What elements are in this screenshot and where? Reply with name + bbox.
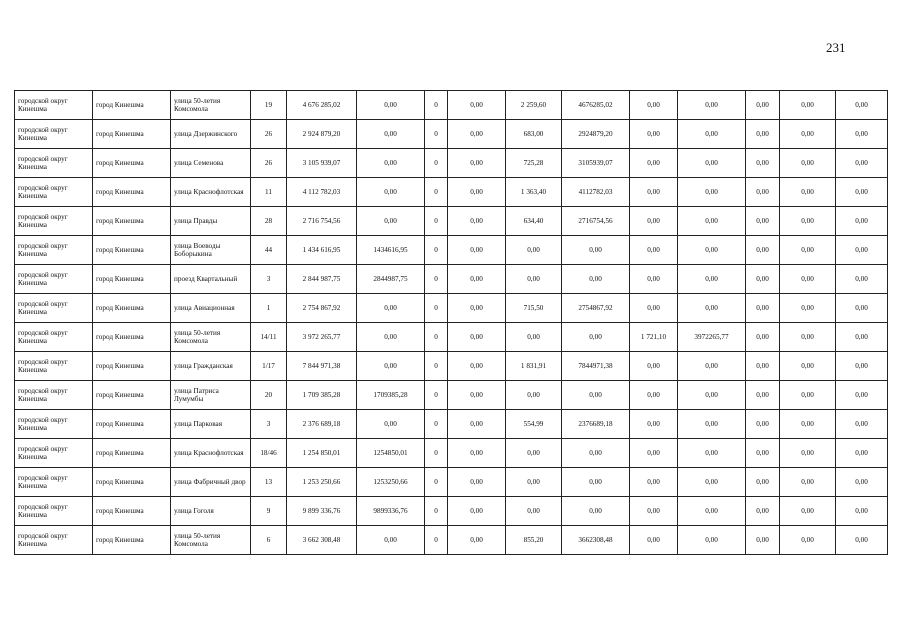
cost-cell: 0,00 xyxy=(780,236,836,265)
cost-cell: 1434616,95 xyxy=(357,236,425,265)
municipality-cell: городской округ Кинешма xyxy=(15,526,93,555)
cost-cell: 3662308,48 xyxy=(562,526,630,555)
cost-cell: 0,00 xyxy=(357,120,425,149)
cost-cell: 0,00 xyxy=(836,207,888,236)
cost-cell: 0,00 xyxy=(678,207,746,236)
cost-cell: 0,00 xyxy=(678,439,746,468)
municipality-cell: городской округ Кинешма xyxy=(15,120,93,149)
quantity-cell: 0 xyxy=(425,120,448,149)
table-body xyxy=(15,91,888,555)
area-cell: 855,20 xyxy=(506,526,562,555)
cost-cell: 0,00 xyxy=(780,381,836,410)
area-cell: 0,00 xyxy=(746,352,780,381)
area-cell: 0,00 xyxy=(506,236,562,265)
cost-cell: 0,00 xyxy=(836,294,888,323)
municipality-cell: городской округ Кинешма xyxy=(15,91,93,120)
cost-cell: 0,00 xyxy=(836,410,888,439)
cost-cell: 0,00 xyxy=(836,120,888,149)
cost-cell: 0,00 xyxy=(562,497,630,526)
cost-cell: 0,00 xyxy=(448,236,506,265)
area-cell: 0,00 xyxy=(630,91,678,120)
house-number-cell: 19 xyxy=(251,91,287,120)
total-cost-cell: 7 844 971,38 xyxy=(287,352,357,381)
municipality-cell: городской округ Кинешма xyxy=(15,497,93,526)
cost-cell: 0,00 xyxy=(448,178,506,207)
municipality-cell: городской округ Кинешма xyxy=(15,323,93,352)
cost-cell: 2924879,20 xyxy=(562,120,630,149)
cost-cell: 0,00 xyxy=(448,526,506,555)
quantity-cell: 0 xyxy=(425,91,448,120)
cost-cell: 0,00 xyxy=(357,410,425,439)
area-cell: 0,00 xyxy=(630,410,678,439)
street-cell: проезд Квартальный xyxy=(171,265,251,294)
area-cell: 0,00 xyxy=(746,526,780,555)
settlement-cell: город Кинешма xyxy=(93,178,171,207)
settlement-cell: город Кинешма xyxy=(93,265,171,294)
cost-cell: 0,00 xyxy=(836,178,888,207)
page-number: 231 xyxy=(826,40,846,55)
area-cell: 725,28 xyxy=(506,149,562,178)
street-cell: улица Семенова xyxy=(171,149,251,178)
street-cell: улица 50-летия Комсомола xyxy=(171,323,251,352)
area-cell: 0,00 xyxy=(746,120,780,149)
house-number-cell: 1/17 xyxy=(251,352,287,381)
table-row xyxy=(15,497,888,526)
cost-cell: 0,00 xyxy=(448,410,506,439)
cost-cell: 0,00 xyxy=(448,91,506,120)
cost-cell: 0,00 xyxy=(678,410,746,439)
cost-cell: 3105939,07 xyxy=(562,149,630,178)
cost-cell: 2754867,92 xyxy=(562,294,630,323)
cost-cell: 0,00 xyxy=(836,381,888,410)
quantity-cell: 0 xyxy=(425,497,448,526)
table-row xyxy=(15,323,888,352)
cost-cell: 0,00 xyxy=(678,468,746,497)
total-cost-cell: 1 254 850,01 xyxy=(287,439,357,468)
municipality-cell: городской округ Кинешма xyxy=(15,468,93,497)
cost-cell: 0,00 xyxy=(836,265,888,294)
cost-cell: 0,00 xyxy=(448,294,506,323)
quantity-cell: 0 xyxy=(425,410,448,439)
cost-cell: 1253250,66 xyxy=(357,468,425,497)
quantity-cell: 0 xyxy=(425,265,448,294)
cost-cell: 0,00 xyxy=(448,352,506,381)
total-cost-cell: 2 844 987,75 xyxy=(287,265,357,294)
cost-cell: 0,00 xyxy=(357,149,425,178)
cost-cell: 0,00 xyxy=(678,265,746,294)
settlement-cell: город Кинешма xyxy=(93,439,171,468)
quantity-cell: 0 xyxy=(425,294,448,323)
house-number-cell: 44 xyxy=(251,236,287,265)
cost-cell: 0,00 xyxy=(678,178,746,207)
street-cell: улица Авиационная xyxy=(171,294,251,323)
settlement-cell: город Кинешма xyxy=(93,207,171,236)
cost-cell: 0,00 xyxy=(780,178,836,207)
settlement-cell: город Кинешма xyxy=(93,497,171,526)
street-cell: улица Краснофлотская xyxy=(171,178,251,207)
total-cost-cell: 1 709 385,28 xyxy=(287,381,357,410)
cost-cell: 0,00 xyxy=(562,468,630,497)
quantity-cell: 0 xyxy=(425,323,448,352)
total-cost-cell: 2 924 879,20 xyxy=(287,120,357,149)
house-number-cell: 11 xyxy=(251,178,287,207)
settlement-cell: город Кинешма xyxy=(93,526,171,555)
quantity-cell: 0 xyxy=(425,381,448,410)
area-cell: 634,40 xyxy=(506,207,562,236)
cost-cell: 4676285,02 xyxy=(562,91,630,120)
house-number-cell: 3 xyxy=(251,410,287,439)
cost-cell: 0,00 xyxy=(780,120,836,149)
area-cell: 0,00 xyxy=(630,178,678,207)
cost-cell: 0,00 xyxy=(780,410,836,439)
area-cell: 1 363,40 xyxy=(506,178,562,207)
area-cell: 554,99 xyxy=(506,410,562,439)
settlement-cell: город Кинешма xyxy=(93,352,171,381)
house-number-cell: 20 xyxy=(251,381,287,410)
municipality-cell: городской округ Кинешма xyxy=(15,352,93,381)
street-cell: улица Правды xyxy=(171,207,251,236)
cost-cell: 0,00 xyxy=(448,207,506,236)
settlement-cell: город Кинешма xyxy=(93,91,171,120)
municipality-cell: городской округ Кинешма xyxy=(15,207,93,236)
area-cell: 0,00 xyxy=(746,265,780,294)
municipality-cell: городской округ Кинешма xyxy=(15,294,93,323)
table-row xyxy=(15,352,888,381)
area-cell: 0,00 xyxy=(746,294,780,323)
cost-cell: 0,00 xyxy=(448,439,506,468)
area-cell: 0,00 xyxy=(630,497,678,526)
table-row xyxy=(15,410,888,439)
cost-cell: 0,00 xyxy=(678,381,746,410)
cost-cell: 0,00 xyxy=(678,91,746,120)
cost-cell: 0,00 xyxy=(836,468,888,497)
cost-cell: 0,00 xyxy=(357,294,425,323)
cost-cell: 0,00 xyxy=(780,497,836,526)
area-cell: 1 831,91 xyxy=(506,352,562,381)
cost-cell: 0,00 xyxy=(562,265,630,294)
area-cell: 0,00 xyxy=(746,149,780,178)
area-cell: 0,00 xyxy=(630,526,678,555)
table-row xyxy=(15,294,888,323)
area-cell: 0,00 xyxy=(746,207,780,236)
area-cell: 0,00 xyxy=(630,265,678,294)
total-cost-cell: 2 716 754,56 xyxy=(287,207,357,236)
house-number-cell: 1 xyxy=(251,294,287,323)
area-cell: 2 259,60 xyxy=(506,91,562,120)
cost-cell: 0,00 xyxy=(836,526,888,555)
cost-cell: 0,00 xyxy=(678,236,746,265)
cost-cell: 0,00 xyxy=(678,149,746,178)
area-cell: 0,00 xyxy=(746,439,780,468)
cost-cell: 0,00 xyxy=(448,468,506,497)
cost-cell: 0,00 xyxy=(780,439,836,468)
quantity-cell: 0 xyxy=(425,207,448,236)
cost-cell: 0,00 xyxy=(836,236,888,265)
cost-cell: 0,00 xyxy=(780,526,836,555)
area-cell: 0,00 xyxy=(506,381,562,410)
table-row xyxy=(15,526,888,555)
cost-cell: 0,00 xyxy=(357,207,425,236)
total-cost-cell: 2 376 689,18 xyxy=(287,410,357,439)
total-cost-cell: 1 253 250,66 xyxy=(287,468,357,497)
cost-cell: 0,00 xyxy=(780,207,836,236)
cost-cell: 0,00 xyxy=(448,381,506,410)
quantity-cell: 0 xyxy=(425,468,448,497)
area-cell: 0,00 xyxy=(630,381,678,410)
quantity-cell: 0 xyxy=(425,149,448,178)
area-cell: 0,00 xyxy=(746,468,780,497)
cost-cell: 0,00 xyxy=(357,352,425,381)
total-cost-cell: 4 112 782,03 xyxy=(287,178,357,207)
cost-cell: 4112782,03 xyxy=(562,178,630,207)
street-cell: улица Гоголя xyxy=(171,497,251,526)
cost-cell: 0,00 xyxy=(448,323,506,352)
municipality-cell: городской округ Кинешма xyxy=(15,265,93,294)
cost-cell: 0,00 xyxy=(448,120,506,149)
area-cell: 0,00 xyxy=(506,439,562,468)
cost-cell: 0,00 xyxy=(357,323,425,352)
area-cell: 0,00 xyxy=(630,468,678,497)
cost-cell: 0,00 xyxy=(678,526,746,555)
cost-cell: 0,00 xyxy=(562,439,630,468)
street-cell: улица Гражданская xyxy=(171,352,251,381)
area-cell: 0,00 xyxy=(506,323,562,352)
area-cell: 0,00 xyxy=(746,410,780,439)
quantity-cell: 0 xyxy=(425,439,448,468)
area-cell: 0,00 xyxy=(506,265,562,294)
cost-cell: 0,00 xyxy=(678,294,746,323)
settlement-cell: город Кинешма xyxy=(93,381,171,410)
table-row xyxy=(15,265,888,294)
cost-cell: 0,00 xyxy=(836,91,888,120)
total-cost-cell: 3 105 939,07 xyxy=(287,149,357,178)
cost-cell: 0,00 xyxy=(780,323,836,352)
cost-cell: 3972265,77 xyxy=(678,323,746,352)
cost-cell: 0,00 xyxy=(780,294,836,323)
total-cost-cell: 3 662 308,48 xyxy=(287,526,357,555)
total-cost-cell: 1 434 616,95 xyxy=(287,236,357,265)
settlement-cell: город Кинешма xyxy=(93,294,171,323)
cost-cell: 0,00 xyxy=(836,352,888,381)
cost-cell: 1709385,28 xyxy=(357,381,425,410)
area-cell: 0,00 xyxy=(630,294,678,323)
cost-cell: 0,00 xyxy=(780,265,836,294)
cost-cell: 0,00 xyxy=(357,526,425,555)
area-cell: 0,00 xyxy=(630,120,678,149)
house-number-cell: 18/46 xyxy=(251,439,287,468)
total-cost-cell: 9 899 336,76 xyxy=(287,497,357,526)
table-row xyxy=(15,120,888,149)
municipality-cell: городской округ Кинешма xyxy=(15,149,93,178)
cost-cell: 2716754,56 xyxy=(562,207,630,236)
cost-cell: 0,00 xyxy=(562,236,630,265)
cost-cell: 2376689,18 xyxy=(562,410,630,439)
house-number-cell: 3 xyxy=(251,265,287,294)
quantity-cell: 0 xyxy=(425,236,448,265)
cost-cell: 0,00 xyxy=(678,352,746,381)
cost-cell: 0,00 xyxy=(562,323,630,352)
settlement-cell: город Кинешма xyxy=(93,410,171,439)
area-cell: 0,00 xyxy=(630,149,678,178)
area-cell: 1 721,10 xyxy=(630,323,678,352)
house-number-cell: 28 xyxy=(251,207,287,236)
table-row xyxy=(15,91,888,120)
house-number-cell: 9 xyxy=(251,497,287,526)
street-cell: улица Парковая xyxy=(171,410,251,439)
quantity-cell: 0 xyxy=(425,178,448,207)
municipality-cell: городской округ Кинешма xyxy=(15,178,93,207)
cost-cell: 0,00 xyxy=(836,497,888,526)
street-cell: улица Краснофлотская xyxy=(171,439,251,468)
total-cost-cell: 3 972 265,77 xyxy=(287,323,357,352)
settlement-cell: город Кинешма xyxy=(93,149,171,178)
cost-cell: 0,00 xyxy=(780,149,836,178)
cost-cell: 0,00 xyxy=(780,468,836,497)
area-cell: 0,00 xyxy=(630,207,678,236)
house-number-cell: 26 xyxy=(251,120,287,149)
cost-cell: 0,00 xyxy=(357,91,425,120)
area-cell: 0,00 xyxy=(630,236,678,265)
total-cost-cell: 4 676 285,02 xyxy=(287,91,357,120)
table-row xyxy=(15,207,888,236)
street-cell: улица Патриса Лумумбы xyxy=(171,381,251,410)
cost-cell: 0,00 xyxy=(448,149,506,178)
table-row xyxy=(15,149,888,178)
house-number-cell: 26 xyxy=(251,149,287,178)
table-row xyxy=(15,178,888,207)
area-cell: 0,00 xyxy=(506,468,562,497)
cost-cell: 0,00 xyxy=(836,149,888,178)
municipality-cell: городской округ Кинешма xyxy=(15,410,93,439)
area-cell: 0,00 xyxy=(746,497,780,526)
area-cell: 0,00 xyxy=(746,178,780,207)
area-cell: 0,00 xyxy=(746,91,780,120)
cost-cell: 0,00 xyxy=(780,352,836,381)
municipality-cell: городской округ Кинешма xyxy=(15,236,93,265)
municipality-cell: городской округ Кинешма xyxy=(15,381,93,410)
house-number-cell: 6 xyxy=(251,526,287,555)
street-cell: улица Воеводы Боборыкина xyxy=(171,236,251,265)
table-row xyxy=(15,236,888,265)
quantity-cell: 0 xyxy=(425,352,448,381)
area-cell: 0,00 xyxy=(506,497,562,526)
capital-repair-table xyxy=(14,90,888,555)
settlement-cell: город Кинешма xyxy=(93,323,171,352)
total-cost-cell: 2 754 867,92 xyxy=(287,294,357,323)
area-cell: 683,00 xyxy=(506,120,562,149)
table-row xyxy=(15,468,888,497)
area-cell: 0,00 xyxy=(746,381,780,410)
cost-cell: 0,00 xyxy=(678,120,746,149)
settlement-cell: город Кинешма xyxy=(93,120,171,149)
street-cell: улица Дзержинского xyxy=(171,120,251,149)
cost-cell: 0,00 xyxy=(448,265,506,294)
area-cell: 0,00 xyxy=(746,236,780,265)
cost-cell: 0,00 xyxy=(357,178,425,207)
cost-cell: 9899336,76 xyxy=(357,497,425,526)
cost-cell: 0,00 xyxy=(836,439,888,468)
settlement-cell: город Кинешма xyxy=(93,236,171,265)
area-cell: 715,50 xyxy=(506,294,562,323)
municipality-cell: городской округ Кинешма xyxy=(15,439,93,468)
settlement-cell: город Кинешма xyxy=(93,468,171,497)
street-cell: улица Фабричный двор xyxy=(171,468,251,497)
area-cell: 0,00 xyxy=(746,323,780,352)
quantity-cell: 0 xyxy=(425,526,448,555)
cost-cell: 0,00 xyxy=(678,497,746,526)
area-cell: 0,00 xyxy=(630,352,678,381)
street-cell: улица 50-летия Комсомола xyxy=(171,91,251,120)
cost-cell: 0,00 xyxy=(836,323,888,352)
cost-cell: 0,00 xyxy=(448,497,506,526)
cost-cell: 1254850,01 xyxy=(357,439,425,468)
cost-cell: 7844971,38 xyxy=(562,352,630,381)
table-row xyxy=(15,439,888,468)
table-row xyxy=(15,381,888,410)
cost-cell: 2844987,75 xyxy=(357,265,425,294)
house-number-cell: 14/11 xyxy=(251,323,287,352)
street-cell: улица 50-летия Комсомола xyxy=(171,526,251,555)
house-number-cell: 13 xyxy=(251,468,287,497)
cost-cell: 0,00 xyxy=(562,381,630,410)
area-cell: 0,00 xyxy=(630,439,678,468)
cost-cell: 0,00 xyxy=(780,91,836,120)
